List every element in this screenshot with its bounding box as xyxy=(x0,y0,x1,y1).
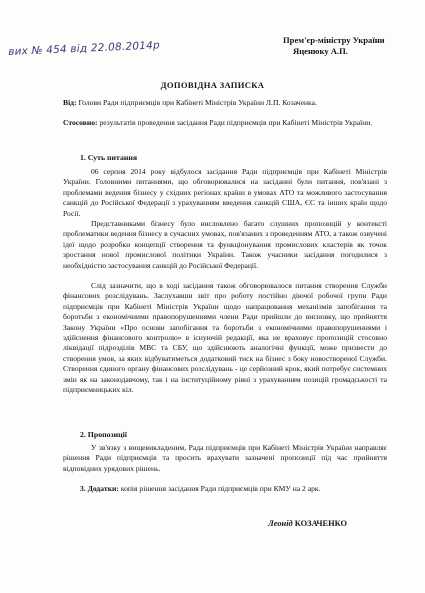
section3-text: копія рішення засідання Ради підприємців при КМУ на 2 арк. xyxy=(120,484,321,493)
from-text: Голови Ради підприємців при Кабінеті Міністрів України Л.П. Козаченка. xyxy=(78,98,317,107)
signatory-last-name: КОЗАЧЕНКО xyxy=(294,519,347,528)
from-label: Від: xyxy=(63,98,77,107)
signatory-first-name: Леонід xyxy=(268,519,293,528)
section2-paragraph: У зв'язку з вищевикладеним, Рада підприємців при Кабінеті Міністрів України направляє рішення Ради підприємців та просить врахувати зазначені пропозиції під час прийняття відповідних урядових рішень. xyxy=(63,443,387,473)
section2-heading: 2. Пропозиції xyxy=(80,430,127,439)
subject-line xyxy=(63,118,387,128)
section1-heading: 1. Суть питання xyxy=(80,153,138,162)
addressee-position: Прем'єр-міністру України xyxy=(283,35,385,45)
section1-paragraph-3: Слід зазначити, що в ході засідання також обговорювалося питання створення Служби фінансових розслідувань. Заслухавши звіт про роботу постійно діючої робочої групи Ради підприємців при Кабінеті Міністрів України щодо напрацювання механізмів запобігання та боротьби з економічними правопорушеннями члени Ради прийшли до висновку, що прийняття Закону України «Про основи запобігання та боротьби з економічними правопорушеннями і здійснення фінансового контролю» в існуючій редакції, яка не враховує пропозицій стосовно ліквідації підрозділів МВС та СБУ, що здійснюють аналогічні функції, може призвести до створення умов, за яких відбуватиметься додатковий тиск на бізнес з боку новоствореної Служби. Створення єдиного органу фінансових розслідувань - це серйозний крок, який потребує системних змін як на законодавчому, так і на інституційному рівні з урахуванням позицій громадськості та підприємницьких кіл. xyxy=(63,281,387,395)
document-title: ДОПОВІДНА ЗАПИСКА xyxy=(160,80,265,90)
addressee-block xyxy=(283,35,385,57)
section1-paragraph-1: 06 серпня 2014 року відбулося засідання Ради підприємців при Кабінеті Міністрів України. Головними питаннями, що обговорювалися на засіданні були питання, пов'язані з проблемами ведення бізнесу у східних регіонах країни в умовах АТО та можливого застосування санкцій до Російської Федерації з урахуванням введення санкцій США, ЄС та інших країн щодо Росії. xyxy=(63,167,387,218)
subject-text: результатів проведення засідання Ради підприємців при Кабінеті Міністрів України. xyxy=(99,118,373,127)
addressee-name: Яценюку А.П. xyxy=(293,46,348,56)
registration-note: вих № 454 від 22.08.2014р xyxy=(8,39,161,58)
section1-paragraph-2: Представниками бізнесу було висловлено багато слушних пропозицій у контексті проблематики ведення бізнесу в сучасних умовах, пов'язаних з проведенням АТО, а також озвучені ідеї щодо розробки концепції створення та функціонування промислових кластерів як точок зростання нової промислової політики України. Також учасники засідання погодилися з необхідністю застосування санкцій до Російської Федерації. xyxy=(63,219,387,270)
section3-line xyxy=(63,484,387,494)
signature xyxy=(268,519,347,528)
from-line xyxy=(63,98,387,108)
section3-label: 3. Додатки: xyxy=(80,484,119,493)
subject-label: Стосовно: xyxy=(63,118,98,127)
